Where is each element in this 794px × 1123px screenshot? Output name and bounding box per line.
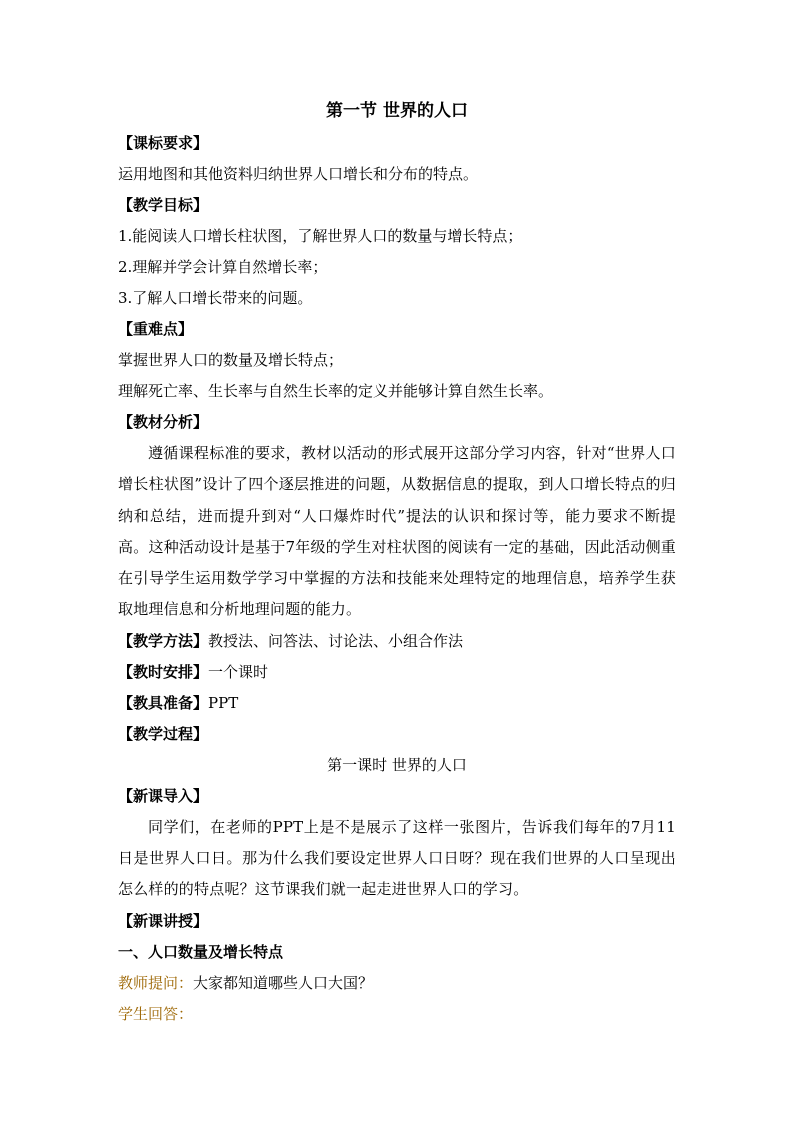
class-schedule-text: 一个课时 bbox=[208, 662, 269, 681]
class-schedule-line bbox=[118, 657, 676, 688]
key-point-item: 掌握世界人口的数量及增长特点； bbox=[118, 351, 344, 369]
textbook-analysis-paragraph: 遵循课程标准的要求，教材以活动的形式展开这部分学习内容，针对“世界人口增长柱状图”设计了四个逐层推进的问题，从数据信息的提取，到人口增长特点的归纳和总结，进而提升到对“人口爆炸时代”提法的认识和探讨等，能力要求不断提高。这种活动设计是基于7年级的学生对柱状图的阅读有一定的基础，因此活动侧重在引导学生运用数学学习中掌握的方法和技能来处理特定的地理信息，培养学生获取地理信息和分析地理问题的能力。 bbox=[118, 444, 676, 619]
teaching-objectives-heading: 【教学目标】 bbox=[118, 196, 209, 214]
teaching-tools-heading: 【教具准备】 bbox=[118, 693, 209, 712]
student-answer-label: 学生回答： bbox=[118, 1004, 194, 1023]
teaching-methods-heading: 【教学方法】 bbox=[118, 631, 209, 650]
key-points-heading: 【重难点】 bbox=[118, 320, 194, 338]
class-schedule-heading: 【教时安排】 bbox=[118, 662, 209, 681]
teacher-question-text: 大家都知道哪些人口大国？ bbox=[193, 973, 374, 992]
teaching-tools-line bbox=[118, 688, 676, 719]
lesson-intro-paragraph: 同学们，在老师的PPT上是不是展示了这样一张图片，告诉我们每年的7月11日是世界人口日。那为什么我们要设定世界人口日呀？现在我们世界的人口呈现出怎么样的的特点呢？这节课我们就一起走进世界人口的学习。 bbox=[118, 817, 676, 899]
curriculum-requirements-heading: 【课标要求】 bbox=[118, 134, 209, 152]
curriculum-requirements-text: 运用地图和其他资料归纳世界人口增长和分布的特点。 bbox=[118, 165, 479, 183]
teacher-question-line bbox=[118, 968, 676, 999]
page-title: 第一节 世界的人口 bbox=[326, 101, 468, 121]
new-lesson-heading: 【新课讲授】 bbox=[118, 911, 209, 930]
objective-item: 1.能阅读人口增长柱状图，了解世界人口的数量与增长特点； bbox=[118, 227, 523, 245]
objective-item: 3.了解人口增长带来的问题。 bbox=[118, 289, 313, 307]
part-one-heading: 一、人口数量及增长特点 bbox=[118, 942, 284, 961]
student-answer-line bbox=[118, 999, 676, 1030]
teaching-methods-text: 教授法、问答法、讨论法、小组合作法 bbox=[208, 631, 464, 650]
document-content bbox=[118, 97, 676, 1030]
teaching-methods-line bbox=[118, 626, 676, 657]
lesson-intro-heading: 【新课导入】 bbox=[118, 786, 209, 805]
teaching-process-heading: 【教学过程】 bbox=[118, 724, 209, 743]
key-point-item: 理解死亡率、生长率与自然生长率的定义并能够计算自然生长率。 bbox=[118, 382, 554, 400]
teacher-question-label: 教师提问： bbox=[118, 973, 194, 992]
textbook-analysis-heading: 【教材分析】 bbox=[118, 413, 209, 431]
objective-item: 2.理解并学会计算自然增长率； bbox=[118, 258, 328, 276]
teaching-tools-text: PPT bbox=[208, 693, 239, 712]
lesson-title: 第一课时 世界的人口 bbox=[327, 755, 467, 774]
